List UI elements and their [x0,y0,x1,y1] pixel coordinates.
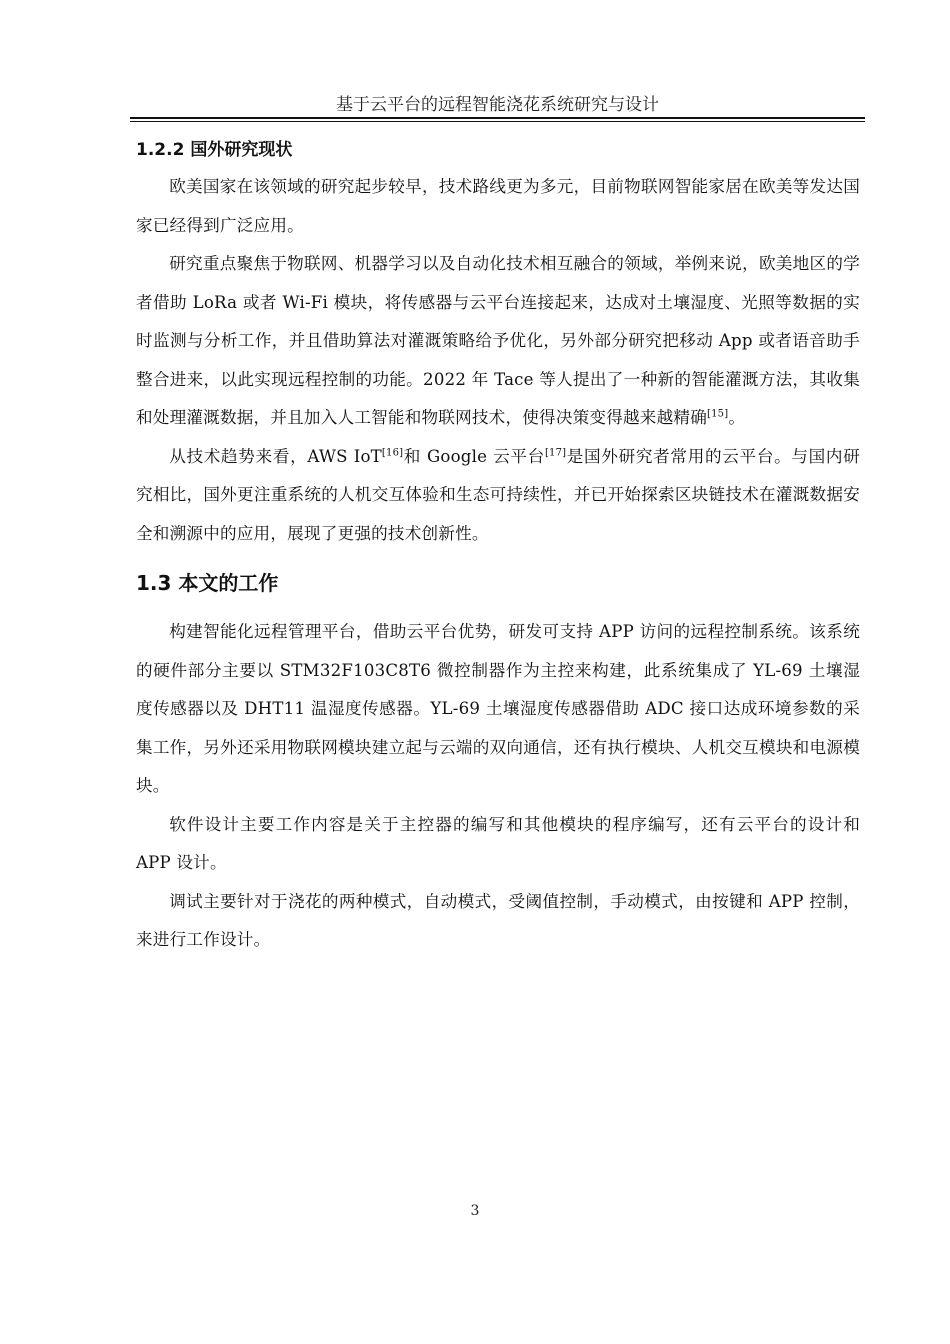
paragraph-text-b: 和 Google 云平台 [403,446,545,466]
citation-15: [15] [707,408,729,420]
paragraph-technology-trends [136,438,860,554]
citation-16: [16] [381,446,404,458]
paragraph-text-a: 从技术趋势来看，AWS IoT [169,446,382,466]
paragraph-software-design: 软件设计主要工作内容是关于主控器的编写和其他模块的程序编写，还有云平台的设计和 APP 设计。 [136,814,860,872]
page-number: 3 [470,1203,480,1219]
body-content [136,134,860,960]
paragraph-text: 研究重点聚焦于物联网、机器学习以及自动化技术相互融合的领域，举例来说，欧美地区的学者借助 LoRa 或者 Wi-Fi 模块，将传感器与云平台连接起来，达成对土壤湿度、光照等数据的实时监测与分析工作，并且借助算法对灌溉策略给予优化，另外部分研究把移动 App 或者语音助手整合进来，以此实现远程控制的功能。2022 年 Tace 等人提出了一种新的智能灌溉方法，其收集和处理灌溉数据，并且加入人工智能和物联网技术，使得决策变得越来越精确 [136,254,860,427]
paragraph-end: 。 [728,408,746,427]
citation-17: [17] [544,446,567,458]
running-header: 基于云平台的远程智能浇花系统研究与设计 [336,95,659,115]
paragraph-foreign-research-focus [136,245,860,438]
paragraph-debugging: 调试主要针对于浇花的两种模式，自动模式，受阈值控制，手动模式，由按键和 APP 控制，来进行工作设计。 [136,891,860,949]
header-rule-thick [130,117,865,119]
header-rule-thin [130,121,865,122]
paragraph-text-c: 是国外研究者常用的云平台。与国内研究相比，国外更注重系统的人机交互体验和生态可持续性，并已开始探索区块链技术在灌溉数据安全和溯源中的应用，展现了更强的技术创新性。 [136,446,861,543]
paragraph-system-hardware: 构建智能化远程管理平台，借助云平台优势，研发可支持 APP 访问的远程控制系统。该系统的硬件部分主要以 STM32F103C8T6 微控制器作为主控来构建，此系统集成了 YL-69 土壤湿度传感器以及 DHT11 温湿度传感器。YL-69 土壤湿度传感器借助 ADC 接口达成环境参数的采集工作，另外还采用物联网模块建立起与云端的双向通信，还有执行模块、人机交互模块和电源模块。 [136,622,860,795]
section-heading-1-3: 1.3 本文的工作 [136,571,279,595]
section-heading-1-2-2: 1.2.2 国外研究现状 [136,140,293,160]
paragraph-foreign-overview: 欧美国家在该领域的研究起步较早，技术路线更为多元，目前物联网智能家居在欧美等发达国家已经得到广泛应用。 [136,177,860,235]
